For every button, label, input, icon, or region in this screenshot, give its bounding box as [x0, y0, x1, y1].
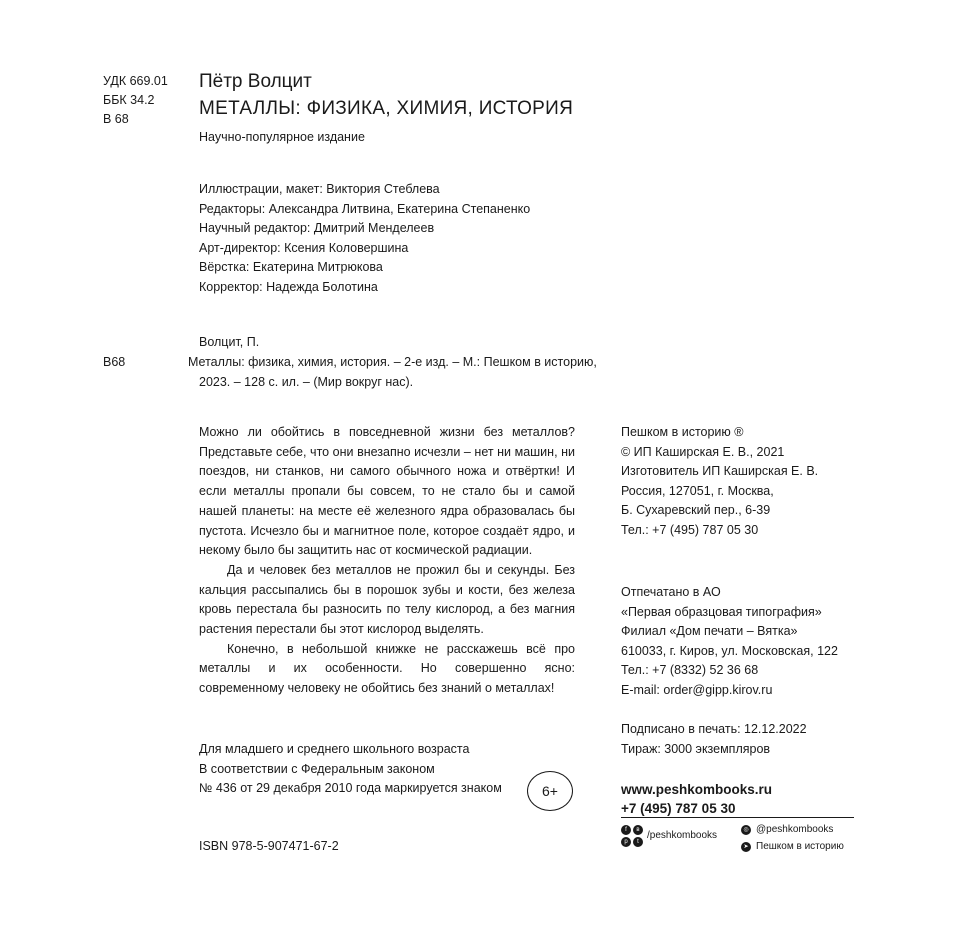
publisher-line-1: Пешком в историю ® — [621, 425, 744, 439]
publisher-line-4: Россия, 127051, г. Москва, — [621, 483, 774, 498]
credits-list — [199, 180, 530, 298]
social-handle-2[interactable]: @peshkombooks — [756, 824, 834, 835]
divider — [621, 817, 854, 818]
age-rating-text — [199, 740, 502, 799]
printer-line-6: E-mail: order@gipp.kirov.ru — [621, 682, 773, 697]
book-subtitle: Научно-популярное издание — [199, 130, 365, 144]
facebook-icon[interactable]: f — [621, 825, 631, 835]
credit-editors: Редакторы: Александра Литвина, Екатерина Степаненко — [199, 201, 531, 216]
annotation — [199, 423, 575, 699]
printer-line-5: Тел.: +7 (8332) 52 36 68 — [621, 663, 759, 678]
printer-line-4: 610033, г. Киров, ул. Московская, 122 — [621, 643, 838, 658]
signed-date: Подписано в печать: 12.12.2022 — [621, 722, 807, 736]
credit-layout: Вёрстка: Екатерина Митрюкова — [199, 260, 383, 275]
annotation-paragraph-1: Можно ли обойтись в повседневной жизни без металлов? Представьте себе, что они внезапно исчезли – нет ни машин, ни поездов, ни станков, ни самого обычного ножа и отвёртки! И если металлы пропали бы совсем, то не стало бы и самой нашей планеты: на месте её железного ядра образовалась бы пустота. Исчезло бы и магнитное поле, которое создаёт ядро, и некому было бы защитить нас от космической радиации. — [199, 425, 575, 558]
printer-info — [621, 583, 838, 701]
phone-number: +7 (495) 787 05 30 — [621, 801, 736, 816]
age-rating-badge: 6+ — [527, 771, 573, 811]
bbk-code: ББК 34.2 — [103, 93, 155, 107]
social-links-left — [621, 825, 717, 847]
printer-line-1: Отпечатано в АО — [621, 585, 721, 599]
telegram-icon[interactable]: ➤ — [741, 842, 751, 852]
age-line-1: Для младшего и среднего школьного возраста — [199, 742, 470, 756]
publisher-line-5: Б. Сухаревский пер., 6-39 — [621, 503, 771, 518]
book-title: МЕТАЛЛЫ: ФИЗИКА, ХИМИЯ, ИСТОРИЯ — [199, 98, 574, 119]
isbn: ISBN 978-5-907471-67-2 — [199, 839, 339, 853]
publisher-line-2: © ИП Каширская Е. В., 2021 — [621, 444, 785, 459]
print-run: Тираж: 3000 экземпляров — [621, 741, 771, 756]
book-author: Пётр Волцит — [199, 71, 312, 92]
bibliography-line-2: 2023. – 128 с. ил. – (Мир вокруг нас). — [199, 375, 414, 389]
publisher-line-3: Изготовитель ИП Каширская Е. В. — [621, 464, 819, 479]
contacts — [621, 780, 772, 818]
age-line-3: № 436 от 29 декабря 2010 года маркируется знаком — [199, 781, 502, 796]
instagram-icon[interactable]: ◎ — [741, 825, 751, 835]
social-links-right — [741, 823, 844, 854]
credit-art-director: Арт-директор: Ксения Коловершина — [199, 240, 409, 255]
website-link[interactable]: www.peshkombooks.ru — [621, 782, 773, 797]
pinterest-icon[interactable]: p — [621, 837, 631, 847]
bibliography-author: Волцит, П. — [199, 335, 260, 349]
udk-code: УДК 669.01 — [103, 74, 168, 88]
credit-illustrations: Иллюстрации, макет: Виктория Стеблева — [199, 182, 440, 196]
credit-proofreader: Корректор: Надежда Болотина — [199, 279, 378, 294]
twitter-icon[interactable]: t — [633, 837, 643, 847]
social-handle-3[interactable]: Пешком в историю — [756, 841, 844, 852]
vk-icon[interactable]: в — [633, 825, 643, 835]
classification-codes — [103, 72, 168, 129]
print-details — [621, 720, 807, 759]
printer-line-2: «Первая образцовая типография» — [621, 604, 822, 619]
annotation-paragraph-2: Да и человек без металлов не прожил бы и секунды. Без кальция рассыпались бы в порошок зубы и кости, без железа кровь перестала бы разносить по телу кислород, а без магния растения перестали бы этот кислород выделять. — [199, 562, 575, 637]
annotation-paragraph-3: Конечно, в небольшой книжке не расскажешь всё про металлы и их особенности. Но совершенно ясно: современному человеку не обойтись без знаний о металлах! — [199, 641, 575, 696]
social-handle-1[interactable]: /peshkombooks — [647, 830, 718, 841]
bibliography-code: В68 — [103, 355, 126, 369]
credit-science-editor: Научный редактор: Дмитрий Менделеев — [199, 221, 435, 236]
printer-line-3: Филиал «Дом печати – Вятка» — [621, 624, 798, 639]
author-mark: В 68 — [103, 112, 129, 126]
age-line-2: В соответствии с Федеральным законом — [199, 761, 435, 776]
bibliography-line-1: Металлы: физика, химия, история. – 2-е изд. – М.: Пешком в историю, — [188, 355, 597, 369]
publisher-line-6: Тел.: +7 (495) 787 05 30 — [621, 522, 759, 537]
publisher-info — [621, 423, 818, 541]
